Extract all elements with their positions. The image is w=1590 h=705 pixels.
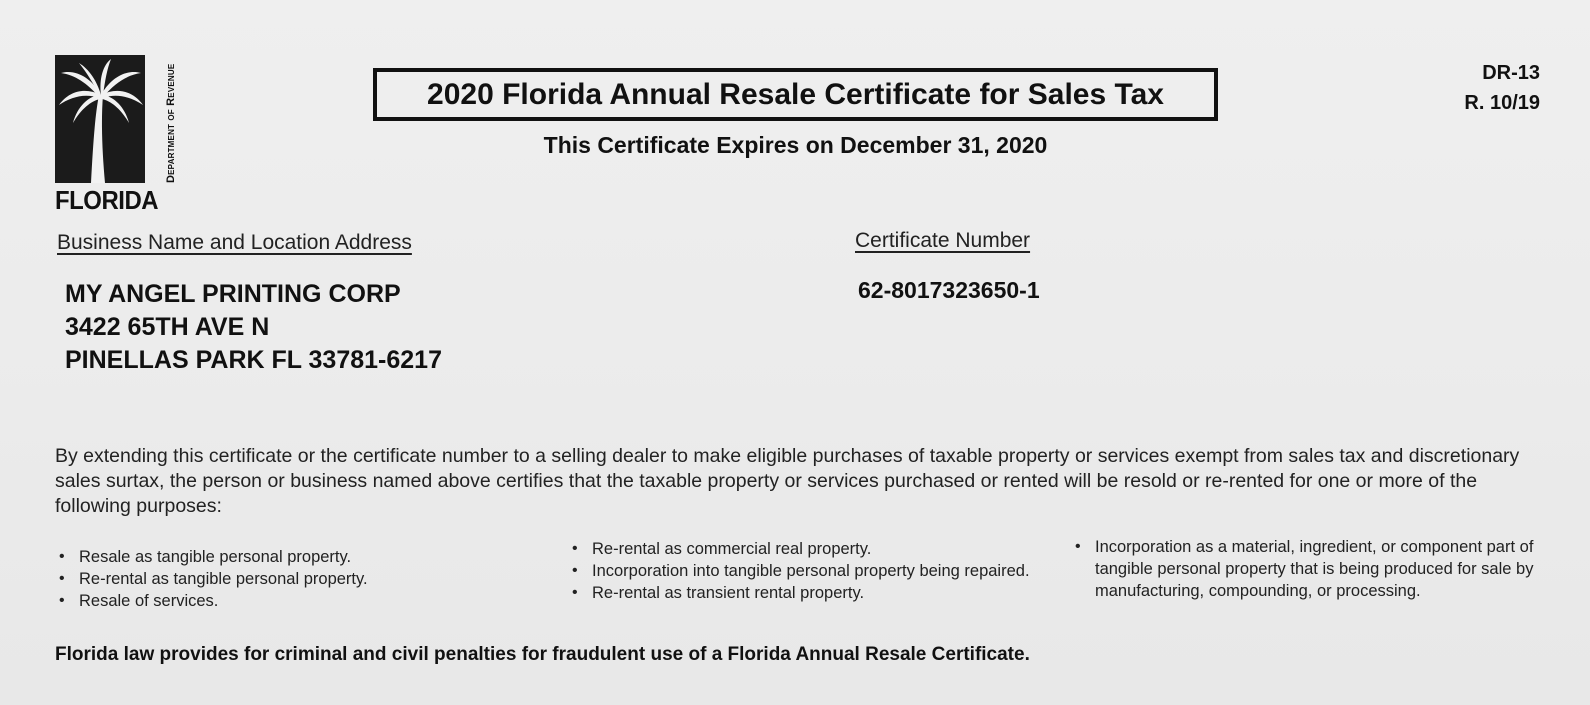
certificate-label: Certificate Number [855, 229, 1031, 252]
business-address [65, 278, 442, 377]
logo-department-text: Department of Revenue [165, 63, 177, 183]
form-number: DR-13 [1482, 62, 1540, 84]
title-box [373, 68, 1218, 121]
page-title: 2020 Florida Annual Resale Certificate for Sales Tax [427, 77, 1164, 111]
purpose-item: • Resale as tangible personal property. [57, 546, 487, 568]
business-label: Business Name and Location Address [57, 231, 412, 254]
purpose-item: • Incorporation as a material, ingredient, or component part of tangible personal property that is being produced for sale by manufacturing, compounding, or processing. [1073, 536, 1543, 602]
purpose-item: • Re-rental as transient rental property. [570, 582, 1050, 604]
business-name: MY ANGEL PRINTING CORP [65, 280, 401, 308]
certificate-number: 62-8017323650-1 [858, 277, 1040, 303]
logo-state-text: FLORIDA [55, 185, 159, 215]
purpose-item: • Resale of services. [57, 590, 487, 612]
form-revision: R. 10/19 [1464, 92, 1540, 114]
business-city: PINELLAS PARK FL 33781-6217 [65, 346, 442, 374]
form-number-block [1464, 58, 1540, 118]
purpose-item: • Incorporation into tangible personal property being repaired. [570, 560, 1050, 582]
penalty-warning: Florida law provides for criminal and civil penalties for fraudulent use of a Florida Annual Resale Certificate. [55, 644, 1030, 665]
business-street: 3422 65TH AVE N [65, 313, 270, 341]
purposes-column-1 [57, 546, 487, 612]
palm-tree-icon [55, 55, 145, 183]
purposes-column-3 [1073, 536, 1543, 602]
florida-dor-logo [55, 55, 175, 215]
purpose-item: • Re-rental as commercial real property. [570, 538, 1050, 560]
certification-paragraph: By extending this certificate or the certificate number to a selling dealer to make eligible purchases of taxable property or services exempt from sales tax and discretionary sales surtax, the person or business named above certifies that the taxable property or services purchased or rented will be resold or re-rented for one or more of the following purposes: [55, 445, 1520, 517]
purposes-column-2 [570, 538, 1050, 604]
expiration-notice: This Certificate Expires on December 31, 2020 [543, 132, 1048, 158]
purpose-item: • Re-rental as tangible personal property. [57, 568, 487, 590]
